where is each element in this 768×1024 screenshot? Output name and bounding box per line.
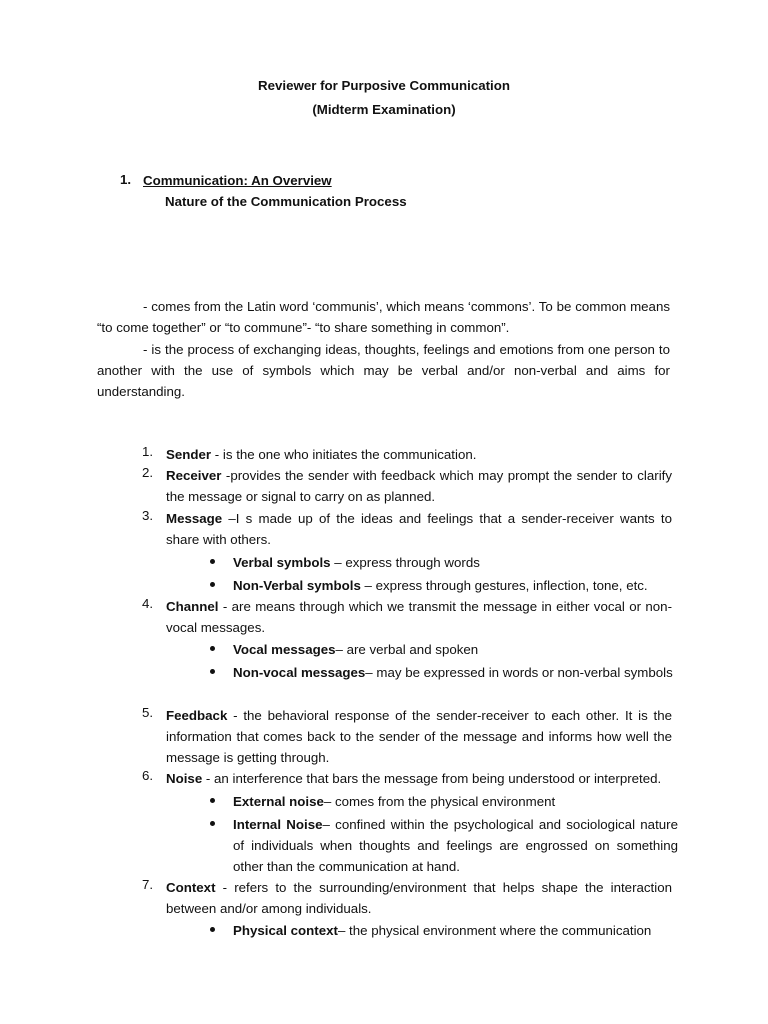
list-item-number: 1.: [142, 444, 154, 459]
bullet-dot-icon: [210, 646, 215, 651]
section-subtitle: Nature of the Communication Process: [165, 194, 407, 209]
bullet-term: Verbal symbols: [233, 555, 331, 570]
section-title: Communication: An Overview: [143, 173, 332, 188]
list-item-term: Receiver: [166, 468, 222, 483]
definition-paragraph-1-text: - comes from the Latin word ‘communis’, which means ‘commons’. To be common means “to come together” or “to commune”- “to share something in common”.: [97, 299, 670, 335]
bullet-term: External noise: [233, 794, 324, 809]
bullet-text: – express through words: [330, 555, 480, 570]
bullet-text: – may be expressed in words or non-verbal symbols: [365, 665, 673, 680]
definition-paragraph-2-text: - is the process of exchanging ideas, thoughts, feelings and emotions from one person to another with the use of symbols which may be verbal and/or non-verbal and aims for understanding.: [97, 342, 670, 399]
bullet-dot-icon: [210, 582, 215, 587]
list-item-text: –I s made up of the ideas and feelings that a sender-receiver wants to share with others.: [166, 511, 672, 547]
list-item-text: - are means through which we transmit the message in either vocal or non-vocal messages.: [166, 599, 672, 635]
bullet-term: Non-Verbal symbols: [233, 578, 361, 593]
bullet-text: – confined within the psychological and sociological nature of individuals when thoughts and feelings are engrossed on something other than the communication at hand.: [233, 817, 678, 874]
list-item-text: - is the one who initiates the communication.: [211, 447, 477, 462]
list-item-term: Feedback: [166, 708, 228, 723]
list-item-number: 2.: [142, 465, 154, 480]
list-item-number: 7.: [142, 877, 154, 892]
list-item-term: Message: [166, 511, 223, 526]
list-item-term: Channel: [166, 599, 219, 614]
bullet-dot-icon: [210, 559, 215, 564]
list-item-text: -provides the sender with feedback which may prompt the sender to clarify the message or signal to carry on as planned.: [166, 468, 672, 504]
bullet-dot-icon: [210, 821, 215, 826]
bullet-text: – express through gestures, inflection, tone, etc.: [360, 578, 648, 593]
list-item-term: Sender: [166, 447, 212, 462]
definition-paragraph-1: [97, 296, 670, 338]
list-item-number: 3.: [142, 508, 154, 523]
section-number: 1.: [120, 172, 132, 187]
bullet-dot-icon: [210, 927, 215, 932]
list-item-term: Noise: [166, 771, 203, 786]
document-title: Reviewer for Purposive Communication: [258, 78, 510, 93]
list-item-term: Context: [166, 880, 216, 895]
bullet-text: – comes from the physical environment: [323, 794, 556, 809]
definition-paragraph-2: [97, 339, 670, 402]
list-item-number: 5.: [142, 705, 154, 720]
list-item-text: - the behavioral response of the sender-receiver to each other. It is the information that comes back to the sender of the message and informs how well the message is getting through.: [166, 708, 672, 765]
list-item-text: - refers to the surrounding/environment that helps shape the interaction between and/or among individuals.: [166, 880, 672, 916]
list-item-number: 4.: [142, 596, 154, 611]
bullet-dot-icon: [210, 798, 215, 803]
bullet-term: Non-vocal messages: [233, 665, 366, 680]
bullet-text: – are verbal and spoken: [335, 642, 479, 657]
document-subtitle: (Midterm Examination): [312, 102, 456, 117]
bullet-term: Vocal messages: [233, 642, 336, 657]
bullet-term: Physical context: [233, 923, 338, 938]
bullet-text: – the physical environment where the communication: [337, 923, 652, 938]
list-item-text: - an interference that bars the message from being understood or interpreted.: [202, 771, 662, 786]
bullet-term: Internal Noise: [233, 817, 323, 832]
bullet-dot-icon: [210, 669, 215, 674]
list-item-number: 6.: [142, 768, 154, 783]
